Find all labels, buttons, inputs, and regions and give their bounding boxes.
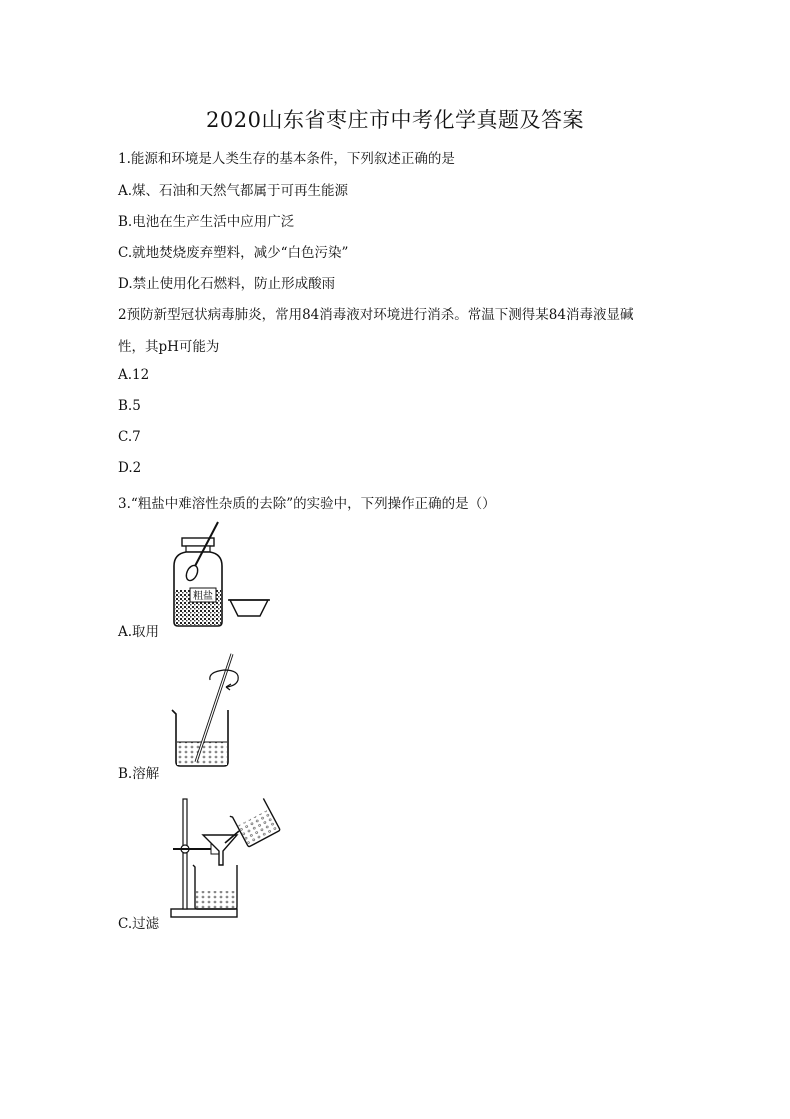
- jar-label: 粗盐: [193, 591, 213, 602]
- q2-stem-line2: 性，其pH可能为: [118, 339, 220, 355]
- q1-option-d: D.禁止使用化石燃料，防止形成酸雨: [118, 276, 336, 292]
- figure-filtration: [165, 795, 285, 921]
- figure-dissolve-beaker: [160, 650, 260, 770]
- q2-option-a: A.12: [118, 367, 150, 383]
- q2-option-b: B.5: [118, 398, 141, 414]
- q1-option-a: A.煤、石油和天然气都属于可再生能源: [118, 183, 349, 199]
- q1-option-b: B.电池在生产生活中应用广泛: [118, 214, 295, 230]
- q2-option-d: D.2: [118, 460, 142, 476]
- q3-option-b: B.溶解: [118, 766, 160, 782]
- q2-option-c: C.7: [118, 429, 141, 445]
- q2-stem-line1: 2预防新型冠状病毒肺炎，常用84消毒液对环境进行消杀。常温下测得某84消毒液显碱: [118, 307, 634, 323]
- q3-option-a: A.取用: [118, 624, 160, 640]
- figure-salt-jar: [160, 518, 280, 630]
- page-title: 2020山东省枣庄市中考化学真题及答案: [206, 108, 584, 132]
- q1-stem: 1.能源和环境是人类生存的基本条件，下列叙述正确的是: [118, 151, 455, 167]
- q3-option-c: C.过滤: [118, 916, 160, 932]
- q1-option-c: C.就地焚烧废弃塑料，减少“白色污染”: [118, 245, 349, 261]
- q3-stem: 3.“粗盐中难溶性杂质的去除”的实验中，下列操作正确的是（）: [118, 496, 496, 512]
